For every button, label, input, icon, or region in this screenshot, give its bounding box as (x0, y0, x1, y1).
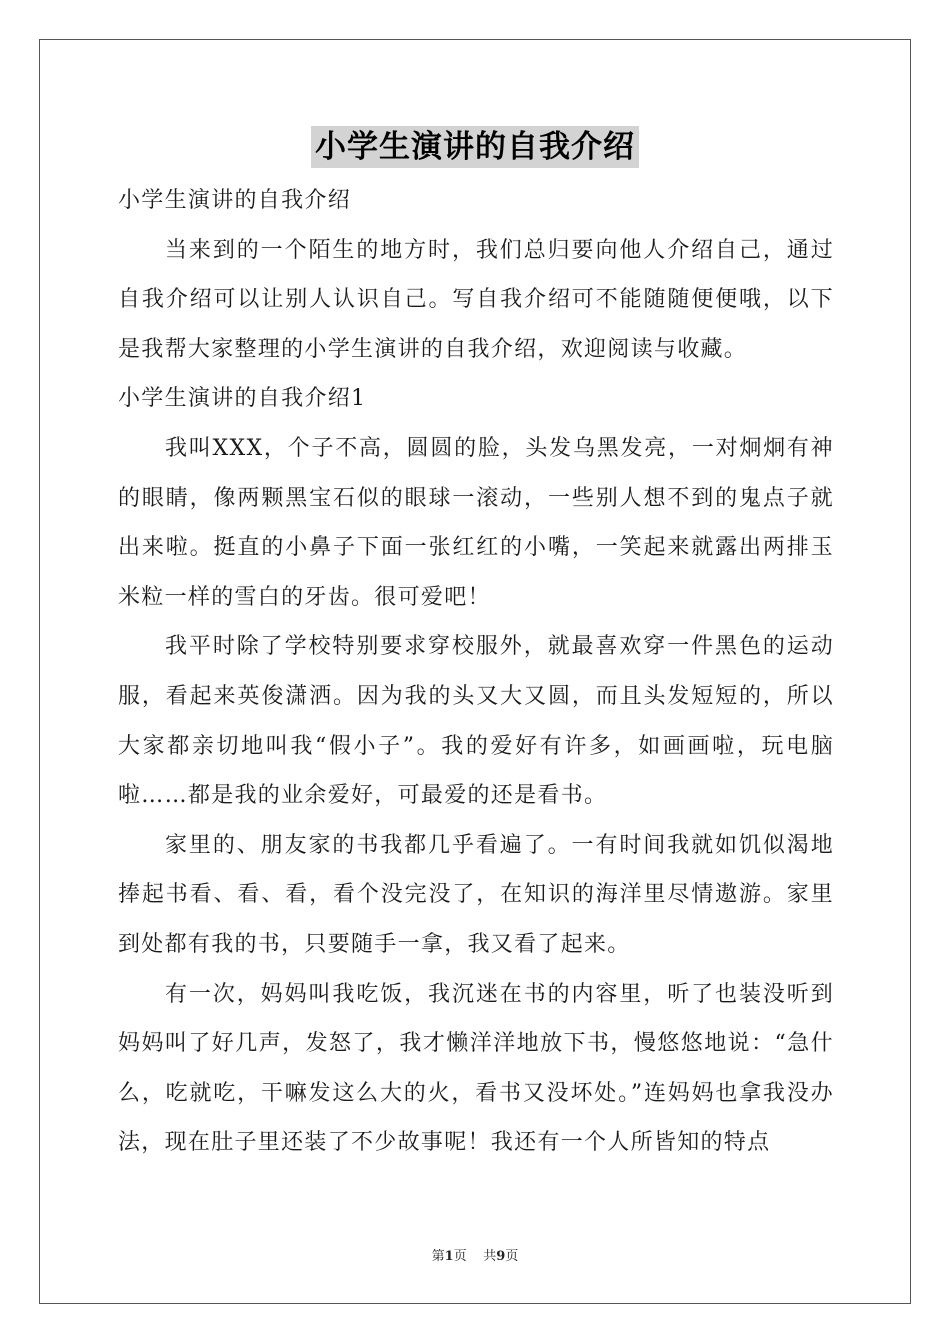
total-prefix: 共 (483, 1249, 497, 1264)
body-paragraph: 我平时除了学校特别要求穿校服外，就最喜欢穿一件黑色的运动服，看起来英俊潇洒。因为我的头又大又圆，而且头发短短的，所以大家都亲切地叫我“假小子”。我的爱好有许多，如画画啦，玩电脑啦……都是我的业余爱好，可最爱的还是看书。 (118, 634, 834, 809)
section-heading: 小学生演讲的自我介绍1 (118, 386, 367, 412)
total-pages: 9 (496, 1249, 506, 1264)
subtitle-paragraph: 小学生演讲的自我介绍 (118, 188, 352, 213)
page-prefix: 第 (431, 1249, 445, 1264)
page-number: 1 (444, 1249, 454, 1264)
page-footer (0, 1245, 950, 1264)
document-title: 小学生演讲的自我介绍 (311, 126, 639, 168)
page-suffix: 页 (453, 1249, 467, 1264)
body-paragraph: 我叫XXX，个子不高，圆圆的脸，头发乌黑发亮，一对炯炯有神的眼睛，像两颗黑宝石似的眼球一滚动，一些别人想不到的鬼点子就出来啦。挺直的小鼻子下面一张红红的小嘴，一笑起来就露出两排玉米粒一样的雪白的牙齿。很可爱吧！ (118, 435, 834, 610)
body-paragraph: 有一次，妈妈叫我吃饭，我沉迷在书的内容里，听了也装没听到妈妈叫了好几声，发怒了，我才懒洋洋地放下书，慢悠悠地说：“急什么，吃就吃，干嘛发这么大的火，看书又没坏处。”连妈妈也拿我没办法，现在肚子里还装了不少故事呢！我还有一个人所皆知的特点 (118, 981, 834, 1156)
document-body (118, 176, 834, 1168)
body-paragraph: 家里的、朋友家的书我都几乎看遍了。一有时间我就如饥似渴地捧起书看、看、看，看个没完没了，在知识的海洋里尽情遨游。家里到处都有我的书，只要随手一拿，我又看了起来。 (118, 832, 834, 957)
title-container (0, 126, 950, 168)
intro-paragraph: 当来到的一个陌生的地方时，我们总归要向他人介绍自己，通过自我介绍可以让别人认识自己。写自我介绍可不能随随便便哦，以下是我帮大家整理的小学生演讲的自我介绍，欢迎阅读与收藏。 (118, 237, 834, 362)
total-suffix: 页 (505, 1249, 519, 1264)
